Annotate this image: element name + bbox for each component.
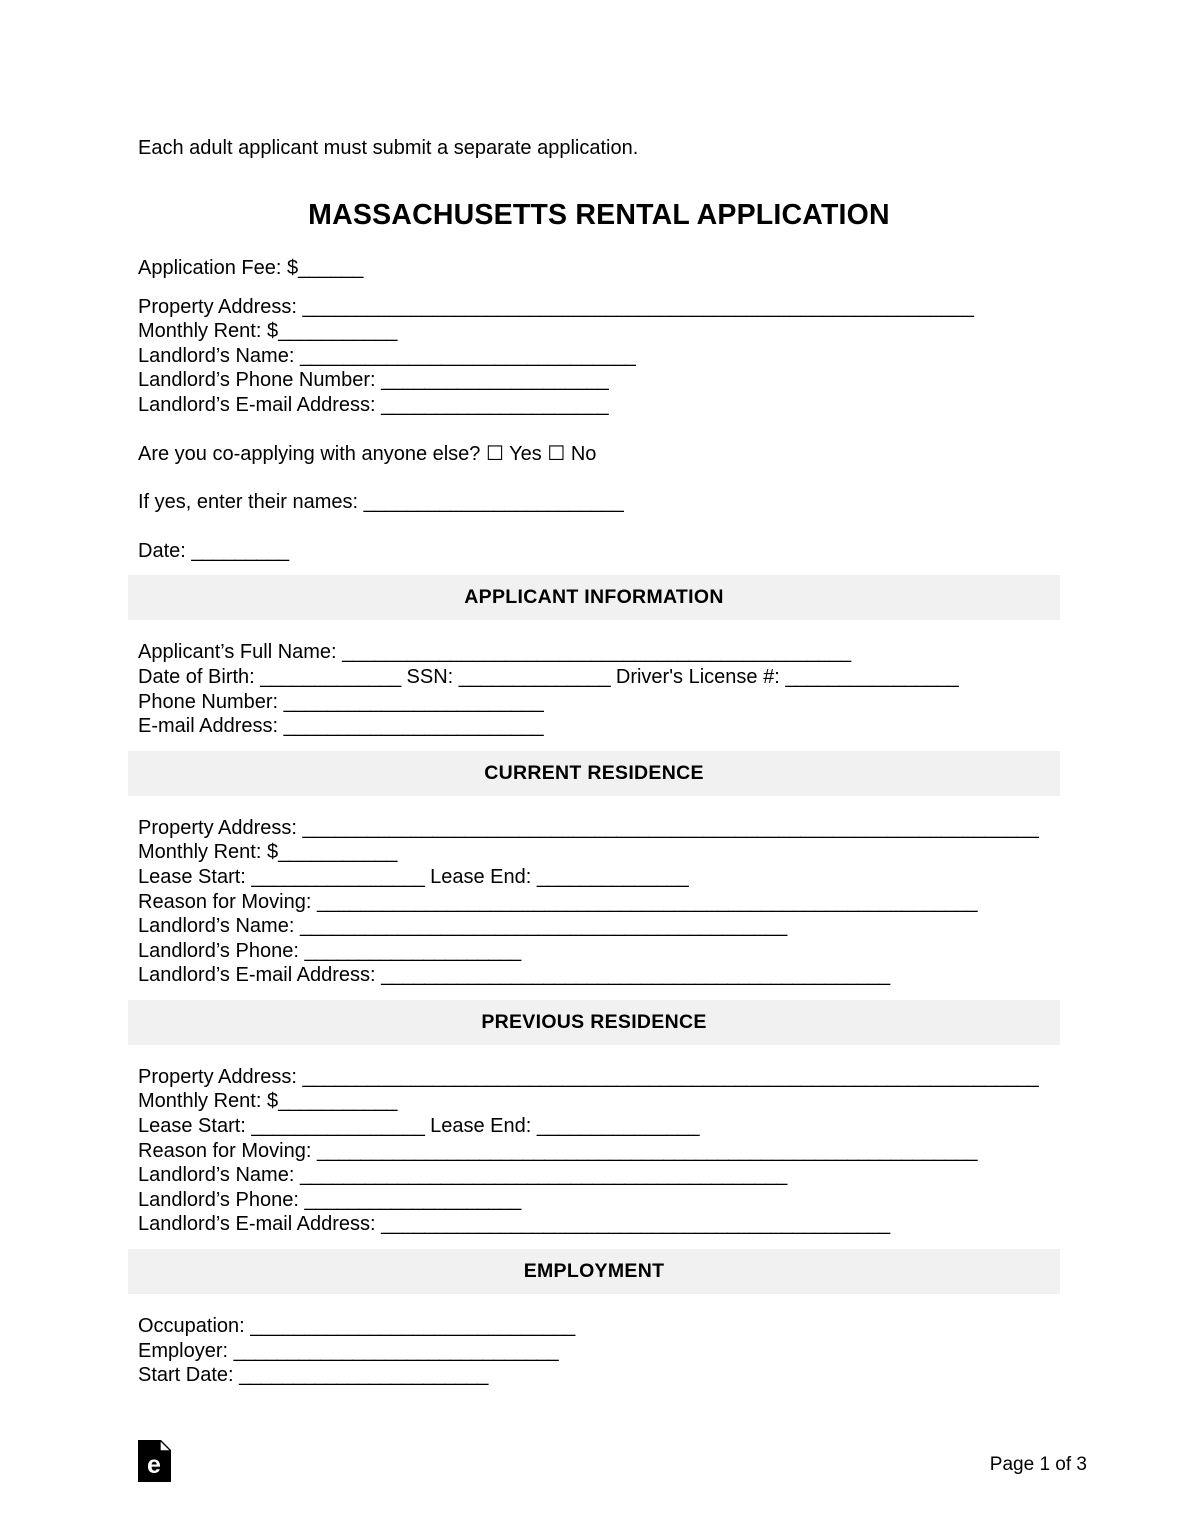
header-fields — [138, 256, 1060, 281]
property-address-label: Property Address: — [138, 295, 303, 318]
field-row-landlords-name — [138, 1163, 1060, 1188]
co-applicant-names-block — [138, 490, 1060, 515]
monthly-rent-blank[interactable]: ___________ — [278, 320, 398, 343]
svg-text:e: e — [147, 1451, 161, 1479]
date-row — [138, 539, 1060, 564]
phone-number-blank-1[interactable]: ________________________ — [283, 690, 544, 713]
form-section — [138, 575, 1060, 750]
co-applying-block — [138, 442, 1060, 467]
monthly-rent-label-0: Monthly Rent: $ — [138, 841, 279, 864]
landlords-email-label-0: Landlord’s E-mail Address: — [138, 1213, 382, 1236]
landlords-name-blank-1[interactable]: _____________________________________________ — [299, 1164, 787, 1187]
landlords-name-label-0: Landlord’s Name: — [138, 915, 300, 938]
section-body-previous-residence — [138, 1045, 1060, 1237]
page-footer — [138, 1440, 1087, 1484]
field-row-lease-start-end — [138, 1114, 1060, 1139]
section-body-applicant-information — [138, 620, 1060, 738]
lease-start-end-label-0: Lease Start: — [138, 1115, 252, 1138]
reason-for-moving-blank-1[interactable]: _____________________________________________________________ — [316, 1139, 978, 1162]
form-section — [138, 1249, 1060, 1400]
lease-start-end-blank-3[interactable]: ______________ — [536, 865, 689, 888]
section-header-applicant-information — [128, 575, 1060, 620]
form-section — [138, 1000, 1060, 1249]
property-fields — [138, 295, 1060, 418]
section-title: APPLICANT INFORMATION — [464, 586, 724, 609]
co-applying-question: Are you co-applying with anyone else? — [138, 442, 486, 465]
section-title: CURRENT RESIDENCE — [484, 761, 704, 784]
co-applying-row — [138, 442, 1060, 467]
dob-ssn-license-blank-5[interactable]: ________________ — [785, 665, 959, 688]
landlords-phone-label-0: Landlord’s Phone: — [138, 939, 305, 962]
field-row-landlords-name — [138, 914, 1060, 939]
co-applicant-names-row — [138, 490, 1060, 515]
field-row-landlords-phone — [138, 1188, 1060, 1213]
monthly-rent-blank-1[interactable]: ___________ — [278, 1090, 398, 1113]
spacer — [138, 563, 1060, 575]
no-label: No — [565, 442, 597, 465]
reason-for-moving-blank-1[interactable]: _____________________________________________________________ — [316, 890, 978, 913]
co-applicant-names-blank[interactable]: ________________________ — [363, 491, 624, 514]
field-row-property-address — [138, 816, 1060, 841]
landlords-phone-blank-1[interactable]: ____________________ — [304, 1188, 521, 1211]
lease-start-end-blank-3[interactable]: _______________ — [536, 1115, 700, 1138]
property-address-label-0: Property Address: — [138, 816, 303, 839]
spacer — [138, 466, 1060, 490]
occupation-blank-1[interactable]: ______________________________ — [250, 1315, 575, 1338]
spacer — [138, 281, 1060, 295]
monthly-rent-blank-1[interactable]: ___________ — [278, 841, 398, 864]
field-row-applicant-full-name — [138, 640, 1060, 665]
date-label: Date: — [138, 539, 192, 562]
field-row-start-date — [138, 1363, 1060, 1388]
property-address-blank-1[interactable]: ____________________________________________________________________ — [302, 816, 1039, 839]
section-title: PREVIOUS RESIDENCE — [481, 1010, 707, 1033]
employer-label-0: Employer: — [138, 1339, 234, 1362]
application-fee-label: Application Fee: $ — [138, 257, 299, 279]
landlords-email-blank-1[interactable]: _______________________________________________ — [381, 1213, 890, 1236]
field-row-property-address — [138, 1065, 1060, 1090]
start-date-label-0: Start Date: — [138, 1364, 240, 1387]
checkbox-no-icon[interactable]: ☐ — [547, 442, 566, 465]
monthly-rent-label-0: Monthly Rent: $ — [138, 1090, 279, 1113]
dob-ssn-license-label-2: SSN: — [400, 665, 459, 688]
landlord-email-blank[interactable]: _____________________ — [381, 393, 609, 416]
field-row-phone-number — [138, 690, 1060, 715]
spacer — [138, 739, 1060, 751]
employer-blank-1[interactable]: ______________________________ — [233, 1339, 559, 1362]
section-header-current-residence — [128, 751, 1060, 796]
application-fee-row — [138, 256, 1060, 281]
landlords-email-blank-1[interactable]: _______________________________________________ — [381, 964, 890, 987]
email-address-label-0: E-mail Address: — [138, 715, 284, 738]
email-address-blank-1[interactable]: ________________________ — [283, 715, 544, 738]
checkbox-yes-icon[interactable]: ☐ — [486, 442, 504, 465]
page-number: Page 1 of 3 — [989, 1454, 1087, 1475]
landlords-phone-blank-1[interactable]: ____________________ — [304, 939, 521, 962]
field-row-reason-for-moving — [138, 1139, 1060, 1164]
field-row-landlords-email — [138, 1212, 1060, 1237]
field-row-monthly-rent — [138, 1089, 1060, 1114]
field-row-employer — [138, 1339, 1060, 1364]
field-row-lease-start-end — [138, 865, 1060, 890]
spacer — [138, 418, 1060, 442]
property-address-label-0: Property Address: — [138, 1065, 303, 1088]
spacer — [138, 232, 1060, 256]
landlord-name-label: Landlord’s Name: — [138, 344, 300, 367]
applicant-full-name-label-0: Applicant’s Full Name: — [138, 641, 343, 664]
lease-start-end-label-2: Lease End: — [424, 865, 537, 888]
landlord-name-blank[interactable]: _______________________________ — [299, 344, 636, 367]
spacer — [138, 1388, 1060, 1400]
landlord-name-row — [138, 344, 1060, 369]
occupation-label-0: Occupation: — [138, 1315, 251, 1338]
application-fee-blank[interactable]: ______ — [298, 257, 364, 279]
spacer — [138, 988, 1060, 1000]
page-title: MASSACHUSETTS RENTAL APPLICATION — [308, 199, 890, 231]
section-body-employment — [138, 1294, 1060, 1388]
spacer — [138, 1237, 1060, 1249]
section-header-previous-residence — [128, 1000, 1060, 1045]
landlord-email-label: Landlord’s E-mail Address: — [138, 393, 382, 416]
spacer — [138, 515, 1060, 539]
eforms-logo-icon — [138, 1440, 171, 1482]
landlord-email-row — [138, 393, 1060, 418]
yes-label: Yes — [503, 442, 548, 465]
start-date-blank-1[interactable]: _______________________ — [239, 1364, 489, 1387]
lease-start-end-blank-1[interactable]: ________________ — [251, 865, 425, 888]
reason-for-moving-label-0: Reason for Moving: — [138, 890, 317, 913]
dob-ssn-license-label-4: Driver's License #: — [610, 665, 786, 688]
field-row-landlords-phone — [138, 939, 1060, 964]
section-body-current-residence — [138, 796, 1060, 988]
field-row-occupation — [138, 1314, 1060, 1339]
dob-ssn-license-blank-1[interactable]: _____________ — [260, 665, 401, 688]
field-row-monthly-rent — [138, 840, 1060, 865]
dob-ssn-license-label-0: Date of Birth: — [138, 665, 261, 688]
field-row-reason-for-moving — [138, 890, 1060, 915]
landlords-email-label-0: Landlord’s E-mail Address: — [138, 964, 382, 987]
dob-ssn-license-blank-3[interactable]: ______________ — [458, 665, 611, 688]
landlords-name-label-0: Landlord’s Name: — [138, 1164, 300, 1187]
form-section — [138, 751, 1060, 1000]
property-address-row — [138, 295, 1060, 320]
lease-start-end-label-0: Lease Start: — [138, 865, 252, 888]
co-applicant-names-label: If yes, enter their names: — [138, 491, 364, 514]
section-header-employment — [128, 1249, 1060, 1294]
section-title: EMPLOYMENT — [523, 1260, 665, 1283]
applicant-full-name-blank-1[interactable]: _______________________________________________ — [342, 641, 851, 664]
landlord-phone-row — [138, 368, 1060, 393]
landlords-phone-label-0: Landlord’s Phone: — [138, 1188, 305, 1211]
phone-number-label-0: Phone Number: — [138, 690, 284, 713]
landlord-phone-label: Landlord’s Phone Number: — [138, 369, 382, 392]
field-row-email-address — [138, 714, 1060, 739]
field-row-dob-ssn-license — [138, 665, 1060, 690]
property-address-blank[interactable]: ______________________________________________________________ — [302, 295, 974, 318]
lease-start-end-blank-1[interactable]: ________________ — [251, 1115, 425, 1138]
lease-start-end-label-2: Lease End: — [424, 1115, 537, 1138]
document-content — [138, 0, 1060, 1400]
form-sections — [138, 575, 1060, 1399]
field-row-landlords-email — [138, 963, 1060, 988]
monthly-rent-row — [138, 319, 1060, 344]
date-blank[interactable]: _________ — [191, 539, 289, 562]
intro-note: Each adult applicant must submit a separate application. — [138, 137, 639, 159]
reason-for-moving-label-0: Reason for Moving: — [138, 1139, 317, 1162]
monthly-rent-label: Monthly Rent: $ — [138, 320, 279, 343]
landlords-name-blank-1[interactable]: _____________________________________________ — [299, 915, 787, 938]
landlord-phone-blank[interactable]: _____________________ — [381, 369, 609, 392]
property-address-blank-1[interactable]: ____________________________________________________________________ — [302, 1065, 1039, 1088]
date-block — [138, 539, 1060, 564]
